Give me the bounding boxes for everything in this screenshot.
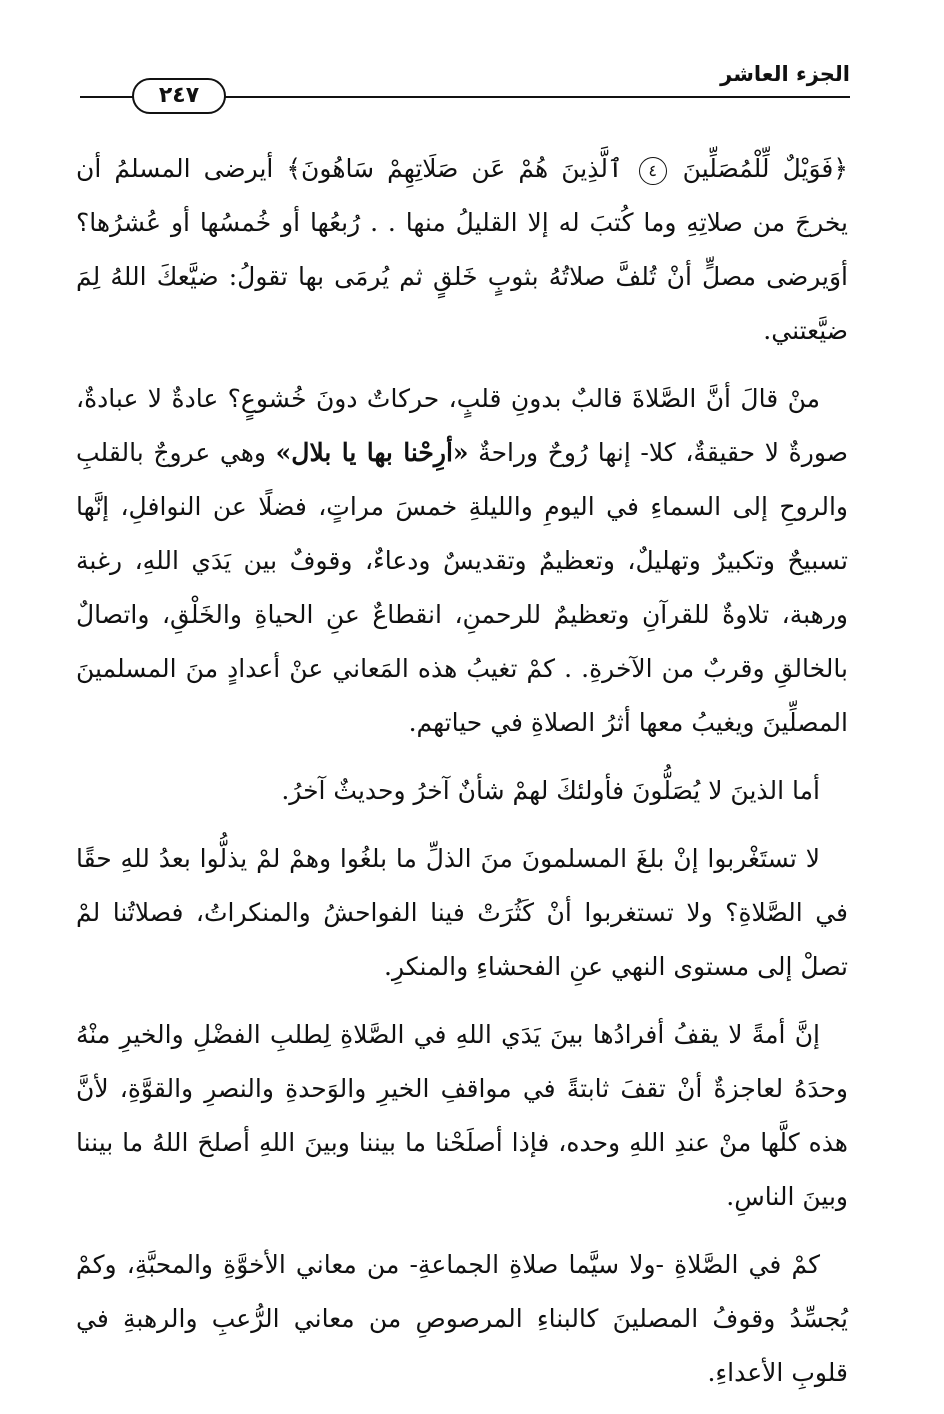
paragraph-4 [76, 832, 848, 994]
paragraph-text: إنَّ أمةً لا يقفُ أفرادُها بينَ يَدَي اللهِ في الصَّلاةِ لِطلبِ الفضْلِ والخيرِ منْهُ وحدَهُ لعاجزةٌ أنْ تقفَ ثابتةً في مواقفِ الخيرِ والوَحدةِ والنصرِ والقوَّةِ، لأنَّ هذه كلَّها منْ عندِ اللهِ وحده، فإذا أصلَحْنا ما بيننا وبينَ اللهِ أصلحَ اللهُ ما بيننا وبينَ الناسِ. [76, 1020, 848, 1211]
paragraph-text: وهي عروجٌ بالقلبِ والروحِ إلى السماءِ في اليومِ والليلةِ خمسَ مراتٍ، فضلًا عن النوافلِ، إنَّها تسبيحٌ وتكبيرٌ وتهليلٌ، وتعظيمٌ وتقديسٌ ودعاءٌ، وقوفٌ بين يَدَي اللهِ، رغبة ورهبة، تلاوةٌ للقرآنِ وتعظيمٌ للرحمنِ، انقطاعٌ عنِ الحياةِ والخَلْقِ، واتصالٌ بالخالقِ وقربٌ من الآخرةِ. . كمْ تغيبُ هذه المَعاني عنْ أعدادٍ منَ المسلمينَ المصلِّينَ ويغيبُ معها أثرُ الصلاةِ في حياتهم. [76, 438, 848, 737]
paragraph-6 [76, 1238, 848, 1400]
page-number-frame [132, 78, 226, 114]
paragraph-text: منْ قالَ أنَّ الصَّلاةَ قالبٌ بدونِ قلبٍ، حركاتٌ دونَ خُشوعٍ؟ عادةٌ لا عبادةٌ، صورةٌ لا حقيقةٌ، كلا- إنها رُوحٌ وراحةٌ [76, 384, 848, 467]
paragraph-5 [76, 1008, 848, 1224]
paragraph-text: لا تستَغْربوا إنْ بلغَ المسلمونَ منَ الذلِّ ما بلغُوا وهمْ لمْ يذلُّوا بعدُ للهِ حقًا في الصَّلاةِ؟ ولا تستغربوا أنْ كَثُرَتْ فينا الفواحشُ والمنكراتُ، فصلاتُنا لمْ تصلْ إلى مستوى النهي عنِ الفحشاءِ والمنكرِ. [76, 844, 848, 981]
hadith-quote: «أرِحْنا بها يا بلال» [275, 438, 469, 467]
quran-verse-part-1: ﴿فَوَيْلٌ لِّلْمُصَلِّينَ [682, 154, 848, 183]
running-title: الجزء العاشر [720, 62, 850, 86]
paragraph-text: أما الذينَ لا يُصَلُّونَ فأولئكَ لهمْ شأنٌ آخرُ وحديثٌ آخرُ. [281, 776, 820, 805]
paragraph-text: أيرضى المسلمُ أن يخرجَ من صلاتِهِ وما كُتبَ له إلا القليلُ منها . . رُبعُها أو خُمسُها أو عُشرُها؟ أوَيرضى مصلٍّ أنْ تُلفَّ صلاتُهُ بثوبٍ خَلقٍ ثم يُرمَى بها تقولُ: ضيَّعكَ اللهُ لِمَ ضيَّعتني. [76, 154, 848, 345]
verse-number-marker: ٤ [639, 157, 667, 185]
quran-verse-part-2: ٱلَّذِينَ هُمْ عَن صَلَاتِهِمْ سَاهُونَ﴾ [286, 154, 623, 183]
page-number: ٢٤٧ [158, 83, 200, 108]
page-header [0, 0, 944, 130]
paragraph-text: كمْ في الصَّلاةِ -ولا سيَّما صلاةِ الجماعةِ- من معاني الأخوَّةِ والمحبَّةِ، وكمْ يُجسِّدُ وقوفُ المصلينَ كالبناءِ المرصوصِ من معاني الرُّعبِ والرهبةِ في قلوبِ الأعداءِ. [76, 1250, 848, 1387]
paragraph-3 [76, 764, 848, 818]
main-text [76, 142, 848, 1414]
paragraph-1 [76, 142, 848, 358]
paragraph-2 [76, 372, 848, 750]
